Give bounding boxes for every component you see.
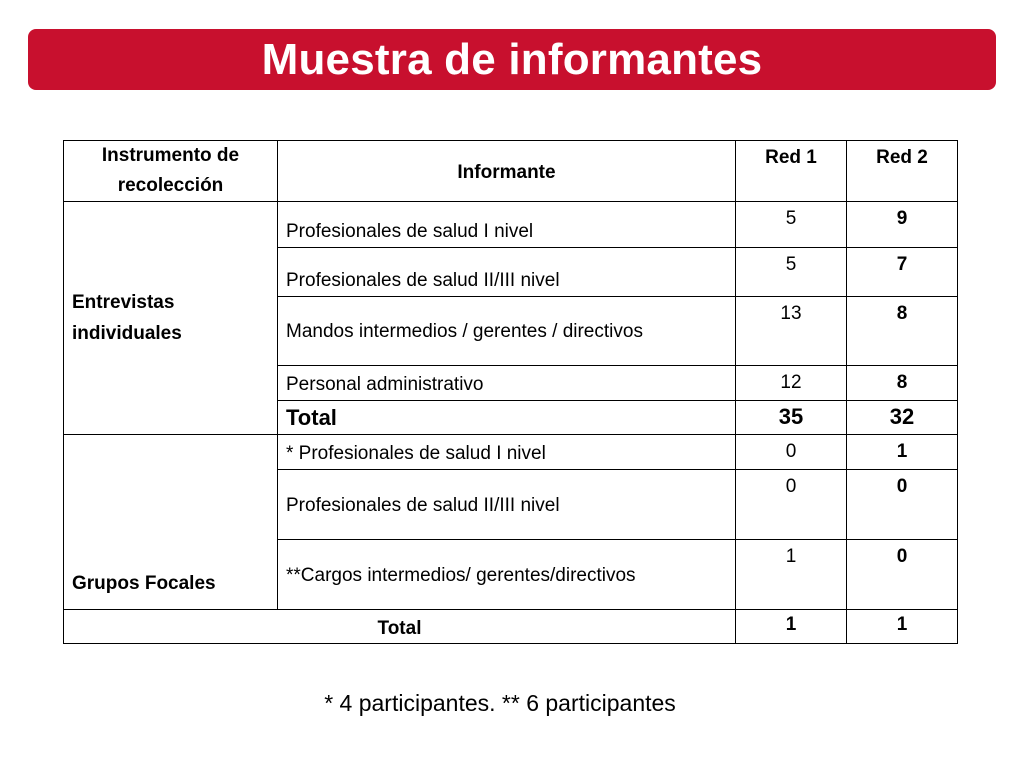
informante-cell: Profesionales de salud I nivel (278, 202, 736, 248)
total-red2: 32 (847, 401, 958, 435)
total-red2: 1 (847, 610, 958, 644)
title-banner (28, 29, 996, 90)
table-row (64, 202, 958, 248)
sample-table (63, 140, 958, 644)
informante-cell: Mandos intermedios / gerentes / directivos (278, 297, 736, 366)
red2-cell: 8 (847, 366, 958, 401)
red2-cell: 9 (847, 202, 958, 248)
group-entrevistas: Entrevistas individuales (64, 202, 278, 435)
footnote: * 4 participantes. ** 6 participantes (324, 690, 676, 716)
red1-cell: 13 (736, 297, 847, 366)
header-informante: Informante (278, 141, 736, 202)
header-instrumento: Instrumento de recolección (64, 141, 278, 202)
header-red1: Red 1 (736, 141, 847, 202)
group-grupos-focales: Grupos Focales (64, 435, 278, 610)
red1-cell: 12 (736, 366, 847, 401)
total-label: Total (64, 610, 736, 644)
red1-cell: 0 (736, 470, 847, 540)
total-row-grupos (64, 610, 958, 644)
informante-cell: Personal administrativo (278, 366, 736, 401)
informante-cell: Profesionales de salud II/III nivel (278, 470, 736, 540)
red1-cell: 5 (736, 202, 847, 248)
red1-cell: 5 (736, 248, 847, 297)
total-label: Total (278, 401, 736, 435)
total-red1: 1 (736, 610, 847, 644)
red2-cell: 1 (847, 435, 958, 470)
informante-cell: Profesionales de salud II/III nivel (278, 248, 736, 297)
page-title: Muestra de informantes (261, 34, 763, 84)
red2-cell: 0 (847, 470, 958, 540)
header-red2: Red 2 (847, 141, 958, 202)
red1-cell: 1 (736, 540, 847, 610)
red2-cell: 7 (847, 248, 958, 297)
red2-cell: 8 (847, 297, 958, 366)
informante-cell: **Cargos intermedios/ gerentes/directivos (278, 540, 736, 610)
table-row (64, 435, 958, 470)
red2-cell: 0 (847, 540, 958, 610)
total-red1: 35 (736, 401, 847, 435)
header-row (64, 141, 958, 202)
red1-cell: 0 (736, 435, 847, 470)
informante-cell: * Profesionales de salud I nivel (278, 435, 736, 470)
